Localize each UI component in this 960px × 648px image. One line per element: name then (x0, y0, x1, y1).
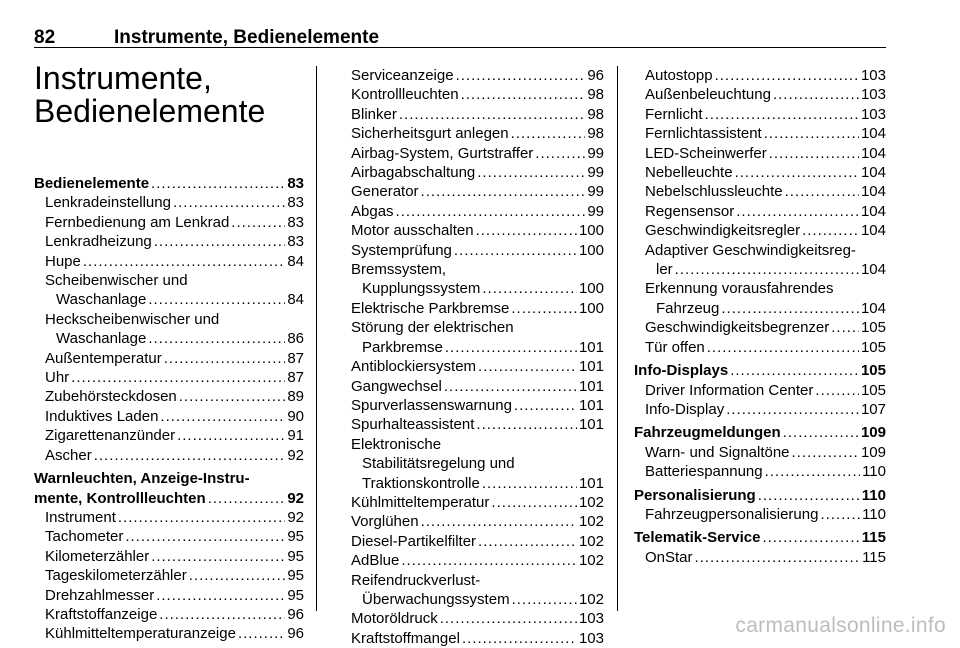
dot-leader (445, 338, 577, 357)
toc-entry-text: Blinker (351, 105, 397, 123)
toc-page-number: 98 (587, 105, 604, 123)
dot-leader (511, 124, 586, 143)
running-title: Instrumente, Bedienelemente (114, 27, 380, 48)
toc-entry[interactable] (340, 629, 604, 648)
toc-entry-text: Kühlmitteltemperaturanzeige (45, 625, 236, 643)
toc-entry[interactable] (34, 407, 304, 426)
toc-entry[interactable] (340, 357, 604, 376)
toc-entry-text: Diesel-Partikelfilter (351, 532, 477, 550)
toc-entry-text: Kraftstoffanzeige (45, 605, 158, 623)
chapter-title-line: Bedienelemente (34, 93, 266, 129)
toc-page-number: 103 (860, 86, 886, 104)
toc-entry[interactable] (340, 182, 604, 201)
toc-entry-text: Zubehörsteckdosen (45, 388, 177, 406)
toc-entry-text: Kontrollleuchten (351, 86, 459, 104)
toc-page-number: 91 (287, 427, 304, 445)
dot-leader (482, 474, 577, 493)
toc-page-number: 104 (860, 183, 886, 201)
toc-entry[interactable] (34, 426, 304, 445)
toc-entry-text: Außentemperatur (45, 349, 162, 367)
toc-page-number: 95 (287, 547, 304, 565)
toc-page-number: 95 (287, 586, 304, 604)
column-divider (316, 66, 317, 611)
toc-page-number: 96 (287, 625, 304, 643)
toc-section-entry[interactable] (634, 361, 886, 380)
toc-page-number: 104 (860, 222, 886, 240)
dot-leader (535, 144, 585, 163)
toc-entry[interactable] (34, 349, 304, 368)
toc-entry-text: Geschwindigkeitsregler (645, 222, 801, 240)
toc-entry-text: Airbag-System, Gurtstraffer (351, 144, 534, 162)
dot-leader (396, 202, 586, 221)
toc-page-number: 110 (862, 463, 886, 481)
toc-column-1 (34, 174, 304, 644)
toc-page-number: 115 (861, 529, 886, 547)
toc-page-number: 105 (860, 338, 886, 356)
toc-entry-text: mente, Kontrollleuchten (34, 489, 206, 507)
dot-leader (160, 407, 285, 426)
toc-entry-text: Spurverlassenswarnung (351, 396, 512, 414)
toc-page-number: 83 (287, 213, 304, 231)
toc-entry-text: Drehzahlmesser (45, 586, 155, 604)
toc-page-number: 92 (287, 489, 304, 507)
dot-leader (461, 85, 586, 104)
toc-entry-text: Lenkradheizung (45, 233, 152, 251)
toc-entry[interactable] (340, 260, 604, 299)
toc-entry-text: Fernlicht (645, 105, 703, 123)
toc-entry-text: Uhr (45, 369, 70, 387)
toc-page-number: 104 (860, 299, 886, 317)
toc-page-number: 102 (578, 532, 604, 550)
toc-page-number: 90 (287, 407, 304, 425)
toc-page-number: 101 (578, 396, 604, 414)
toc-page-number: 102 (578, 493, 604, 511)
dot-leader (173, 193, 285, 212)
toc-entry[interactable] (34, 624, 304, 643)
dot-leader (421, 182, 586, 201)
toc-entry-text: Kupplungssystem (362, 280, 481, 298)
toc-entry[interactable] (634, 381, 886, 400)
toc-entry[interactable] (340, 493, 604, 512)
dot-leader (482, 279, 577, 298)
toc-entry-text: Heckscheibenwischer und (45, 310, 220, 328)
toc-page-number: 104 (860, 125, 886, 143)
toc-entry[interactable] (340, 299, 604, 318)
toc-page-number: 101 (578, 377, 604, 395)
toc-entry[interactable] (634, 221, 886, 240)
toc-entry-text: Adaptiver Geschwindigkeitsreg- (645, 241, 856, 259)
toc-entry-text: Stabilitätsregelung und (362, 455, 515, 473)
toc-entry-text: Info-Displays (634, 362, 729, 380)
toc-page-number: 87 (287, 349, 304, 367)
toc-entry[interactable] (634, 124, 886, 143)
toc-entry[interactable] (34, 586, 304, 605)
toc-entry-text: Induktives Laden (45, 407, 159, 425)
toc-column-3 (634, 66, 886, 567)
dot-leader (83, 252, 285, 271)
toc-entry-text: Elektronische (351, 435, 442, 453)
toc-entry-text: Telematik-Service (634, 529, 761, 547)
dot-leader (189, 566, 286, 585)
toc-page-number: 86 (287, 330, 304, 348)
toc-entry-text: Fernlichtassistent (645, 125, 762, 143)
toc-entry-text: Kraftstoffmangel (351, 629, 460, 647)
toc-page-number: 102 (578, 513, 604, 531)
toc-entry[interactable] (340, 571, 604, 610)
toc-entry-text: Tachometer (45, 528, 124, 546)
toc-page-number: 98 (587, 125, 604, 143)
toc-entry[interactable] (34, 566, 304, 585)
chapter-title (34, 62, 314, 128)
dot-leader (238, 624, 285, 643)
toc-entry-text: Generator (351, 183, 419, 201)
toc-page-number: 83 (287, 194, 304, 212)
toc-entry-text: Fahrzeugmeldungen (634, 424, 781, 442)
toc-entry[interactable] (634, 241, 886, 280)
dot-leader (762, 528, 859, 547)
toc-entry-text: Lenkradeinstellung (45, 194, 171, 212)
toc-entry[interactable] (634, 505, 886, 524)
toc-entry[interactable] (340, 377, 604, 396)
toc-page-number: 104 (860, 202, 886, 220)
toc-column-2 (340, 66, 604, 648)
toc-entry[interactable] (634, 548, 886, 567)
toc-entry-text: Traktionskontrolle (362, 474, 480, 492)
toc-page-number: 115 (862, 548, 886, 566)
toc-section-entry[interactable] (634, 528, 886, 547)
toc-page-number: 96 (287, 605, 304, 623)
toc-entry[interactable] (634, 202, 886, 221)
column-divider (617, 66, 618, 611)
toc-entry[interactable] (634, 163, 886, 182)
toc-entry-text: Motor ausschalten (351, 222, 474, 240)
toc-entry-text: Gangwechsel (351, 377, 442, 395)
toc-entry-text: Parkbremse (362, 338, 443, 356)
toc-entry-text: Personalisierung (634, 486, 756, 504)
toc-entry[interactable] (340, 202, 604, 221)
dot-leader (491, 493, 577, 512)
dot-leader (440, 609, 577, 628)
dot-leader (125, 527, 285, 546)
dot-leader (514, 396, 577, 415)
toc-entry[interactable] (34, 310, 304, 349)
toc-entry-text: Fahrzeug (656, 299, 720, 317)
toc-entry-text: ler (656, 261, 673, 279)
toc-page-number: 87 (287, 369, 304, 387)
toc-entry[interactable] (634, 279, 886, 318)
dot-leader (231, 213, 285, 232)
dot-leader (792, 443, 859, 462)
toc-entry[interactable] (340, 105, 604, 124)
dot-leader (773, 85, 859, 104)
dot-leader (820, 505, 860, 524)
toc-entry[interactable] (34, 271, 304, 310)
toc-entry-text: Fernbedienung am Lenkrad (45, 213, 230, 231)
dot-leader (151, 547, 285, 566)
toc-entry[interactable] (340, 435, 604, 493)
dot-leader (764, 124, 859, 143)
dot-leader (154, 232, 286, 251)
toc-entry-text: Sicherheitsgurt anlegen (351, 125, 509, 143)
toc-page-number: 101 (578, 338, 604, 356)
toc-page-number: 105 (860, 381, 886, 399)
toc-page-number: 107 (860, 400, 886, 418)
toc-page-number: 84 (287, 291, 304, 309)
toc-entry-text: OnStar (645, 548, 693, 566)
toc-page-number: 92 (287, 508, 304, 526)
toc-section-entry[interactable] (634, 423, 886, 442)
toc-page-number: 101 (578, 416, 604, 434)
toc-page-number: 103 (578, 629, 604, 647)
toc-entry-text: Hupe (45, 252, 81, 270)
toc-page-number: 104 (860, 261, 886, 279)
toc-entry[interactable] (340, 85, 604, 104)
toc-entry[interactable] (340, 415, 604, 434)
toc-section-entry[interactable] (34, 469, 304, 508)
toc-entry[interactable] (340, 318, 604, 357)
dot-leader (736, 202, 859, 221)
toc-entry[interactable] (34, 446, 304, 465)
toc-entry[interactable] (634, 105, 886, 124)
page-number: 82 (34, 27, 56, 48)
toc-entry-text: Kilometerzähler (45, 547, 150, 565)
toc-page-number: 110 (861, 486, 886, 504)
dot-leader (511, 299, 577, 318)
toc-entry-text: Ascher (45, 446, 92, 464)
toc-page-number: 95 (287, 567, 304, 585)
toc-entry[interactable] (634, 85, 886, 104)
dot-leader (401, 551, 577, 570)
toc-entry-text: Autostopp (645, 67, 713, 84)
toc-entry-text: Elektrische Parkbremse (351, 299, 510, 317)
toc-entry-text: Tageskilometerzähler (45, 567, 187, 585)
dot-leader (208, 489, 286, 508)
dot-leader (421, 512, 577, 531)
toc-page-number: 89 (287, 388, 304, 406)
toc-entry[interactable] (34, 508, 304, 527)
dot-leader (118, 508, 285, 527)
toc-page-number: 104 (860, 164, 886, 182)
toc-entry-text: Airbagabschaltung (351, 164, 476, 182)
toc-page-number: 103 (860, 67, 886, 84)
toc-entry[interactable] (340, 609, 604, 628)
toc-entry-text: Überwachungssystem (362, 590, 510, 608)
toc-entry-text: Fahrzeugpersonalisierung (645, 505, 819, 523)
toc-page-number: 100 (578, 222, 604, 240)
dot-leader (477, 163, 585, 182)
toc-entry-text: Waschanlage (56, 291, 147, 309)
dot-leader (478, 357, 577, 376)
dot-leader (148, 290, 285, 309)
toc-entry-text: Tür offen (645, 338, 705, 356)
toc-page-number: 104 (860, 144, 886, 162)
dot-leader (705, 105, 859, 124)
toc-entry-text: Info-Display (645, 400, 725, 418)
toc-entry-text: Batteriespannung (645, 463, 763, 481)
dot-leader (71, 368, 285, 387)
toc-page-number: 92 (287, 446, 304, 464)
toc-entry-text: Bremssystem, (351, 261, 447, 279)
dot-leader (151, 174, 285, 193)
toc-entry-text: Waschanlage (56, 330, 147, 348)
toc-entry[interactable] (34, 605, 304, 624)
chapter-title-line: Instrumente, (34, 60, 212, 96)
toc-page-number: 99 (587, 144, 604, 162)
toc-entry[interactable] (340, 144, 604, 163)
toc-page-number: 99 (587, 202, 604, 220)
toc-entry-text: Kühlmitteltemperatur (351, 493, 490, 511)
toc-page-number: 100 (578, 299, 604, 317)
toc-entry-text: Motoröldruck (351, 610, 438, 628)
toc-entry[interactable] (634, 182, 886, 201)
toc-page-number: 98 (587, 86, 604, 104)
toc-entry-text: Scheibenwischer und (45, 272, 188, 290)
toc-entry[interactable] (340, 532, 604, 551)
toc-page-number: 100 (578, 280, 604, 298)
toc-page-number: 103 (578, 610, 604, 628)
toc-entry-text: Antiblockiersystem (351, 358, 477, 376)
watermark: carmanualsonline.info (735, 614, 946, 637)
page-header (34, 13, 886, 48)
toc-entry[interactable] (34, 252, 304, 271)
toc-page-number: 83 (287, 175, 304, 192)
toc-entry[interactable] (340, 551, 604, 570)
toc-page-number: 100 (578, 241, 604, 259)
toc-entry-text: Abgas (351, 202, 394, 220)
toc-entry[interactable] (634, 462, 886, 481)
toc-page-number: 105 (860, 319, 886, 337)
dot-leader (456, 66, 586, 85)
dot-leader (735, 163, 859, 182)
toc-entry-text: Zigarettenanzünder (45, 427, 176, 445)
dot-leader (164, 349, 286, 368)
dot-leader (831, 318, 859, 337)
dot-leader (148, 329, 285, 348)
dot-leader (815, 381, 859, 400)
toc-entry[interactable] (34, 387, 304, 406)
toc-entry[interactable] (340, 396, 604, 415)
dot-leader (179, 387, 286, 406)
toc-page-number: 109 (860, 443, 886, 461)
dot-leader (730, 361, 859, 380)
toc-section-entry[interactable] (34, 174, 304, 193)
dot-leader (454, 241, 577, 260)
toc-entry[interactable] (634, 144, 886, 163)
toc-entry-text: Regensensor (645, 202, 735, 220)
dot-leader (707, 338, 859, 357)
toc-entry-text: Störung der elektrischen (351, 319, 514, 337)
dot-leader (802, 221, 859, 240)
dot-leader (785, 182, 859, 201)
toc-entry-text: Nebelleuchte (645, 164, 733, 182)
toc-entry-text: Außenbeleuchtung (645, 86, 771, 104)
toc-page-number: 109 (860, 424, 886, 442)
toc-page-number: 110 (862, 505, 886, 523)
toc-entry-text: Warnleuchten, Anzeige-Instru- (34, 470, 250, 488)
toc-entry-text: Instrument (45, 508, 116, 526)
toc-section-entry[interactable] (634, 486, 886, 505)
dot-leader (783, 423, 859, 442)
dot-leader (478, 532, 577, 551)
toc-entry[interactable] (340, 163, 604, 182)
toc-entry-text: Reifendruckverlust- (351, 571, 481, 589)
toc-entry-text: Systemprüfung (351, 241, 452, 259)
dot-leader (695, 548, 861, 567)
toc-entry-text: Bedienelemente (34, 175, 150, 192)
toc-entry-text: Nebelschlussleuchte (645, 183, 783, 201)
toc-entry-text: Spurhalteassistent (351, 416, 475, 434)
toc-entry-text: Vorglühen (351, 513, 419, 531)
dot-leader (156, 586, 285, 605)
toc-page-number: 102 (578, 590, 604, 608)
toc-entry[interactable] (340, 124, 604, 143)
dot-leader (675, 260, 859, 279)
toc-entry[interactable] (340, 221, 604, 240)
dot-leader (726, 400, 859, 419)
dot-leader (758, 486, 860, 505)
dot-leader (512, 590, 577, 609)
toc-entry-text: LED-Scheinwerfer (645, 144, 767, 162)
toc-entry[interactable] (634, 338, 886, 357)
toc-entry-text: Driver Information Center (645, 381, 814, 399)
toc-entry[interactable] (34, 547, 304, 566)
toc-entry-text: Geschwindigkeitsbegrenzer (645, 319, 830, 337)
dot-leader (715, 66, 859, 85)
dot-leader (159, 605, 285, 624)
toc-entry[interactable] (340, 512, 604, 531)
toc-page-number: 101 (578, 474, 604, 492)
toc-page-number: 83 (287, 233, 304, 251)
dot-leader (177, 426, 285, 445)
toc-entry[interactable] (34, 368, 304, 387)
toc-page-number: 99 (587, 164, 604, 182)
dot-leader (769, 144, 859, 163)
dot-leader (721, 299, 859, 318)
toc-page-number: 99 (587, 183, 604, 201)
toc-entry-text: Erkennung vorausfahrendes (645, 280, 834, 298)
toc-entry[interactable] (634, 318, 886, 337)
dot-leader (476, 415, 577, 434)
toc-page-number: 102 (578, 552, 604, 570)
dot-leader (462, 629, 577, 648)
toc-entry[interactable] (634, 443, 886, 462)
toc-entry[interactable] (634, 400, 886, 419)
dot-leader (94, 446, 286, 465)
toc-page-number: 96 (587, 67, 604, 84)
dot-leader (765, 462, 860, 481)
toc-entry[interactable] (34, 232, 304, 251)
dot-leader (476, 221, 577, 240)
toc-entry-text: Warn- und Signaltöne (645, 443, 790, 461)
dot-leader (399, 105, 585, 124)
toc-entry[interactable] (634, 66, 886, 85)
toc-entry[interactable] (340, 66, 604, 85)
dot-leader (444, 377, 577, 396)
toc-entry-text: Serviceanzeige (351, 67, 454, 84)
toc-page-number: 95 (287, 528, 304, 546)
toc-page-number: 101 (578, 358, 604, 376)
toc-entry[interactable] (34, 193, 304, 212)
toc-page-number: 84 (287, 252, 304, 270)
toc-page-number: 105 (860, 362, 886, 380)
toc-entry[interactable] (340, 241, 604, 260)
toc-entry-text: AdBlue (351, 552, 400, 570)
toc-entry[interactable] (34, 527, 304, 546)
toc-page-number: 103 (860, 105, 886, 123)
toc-entry[interactable] (34, 213, 304, 232)
